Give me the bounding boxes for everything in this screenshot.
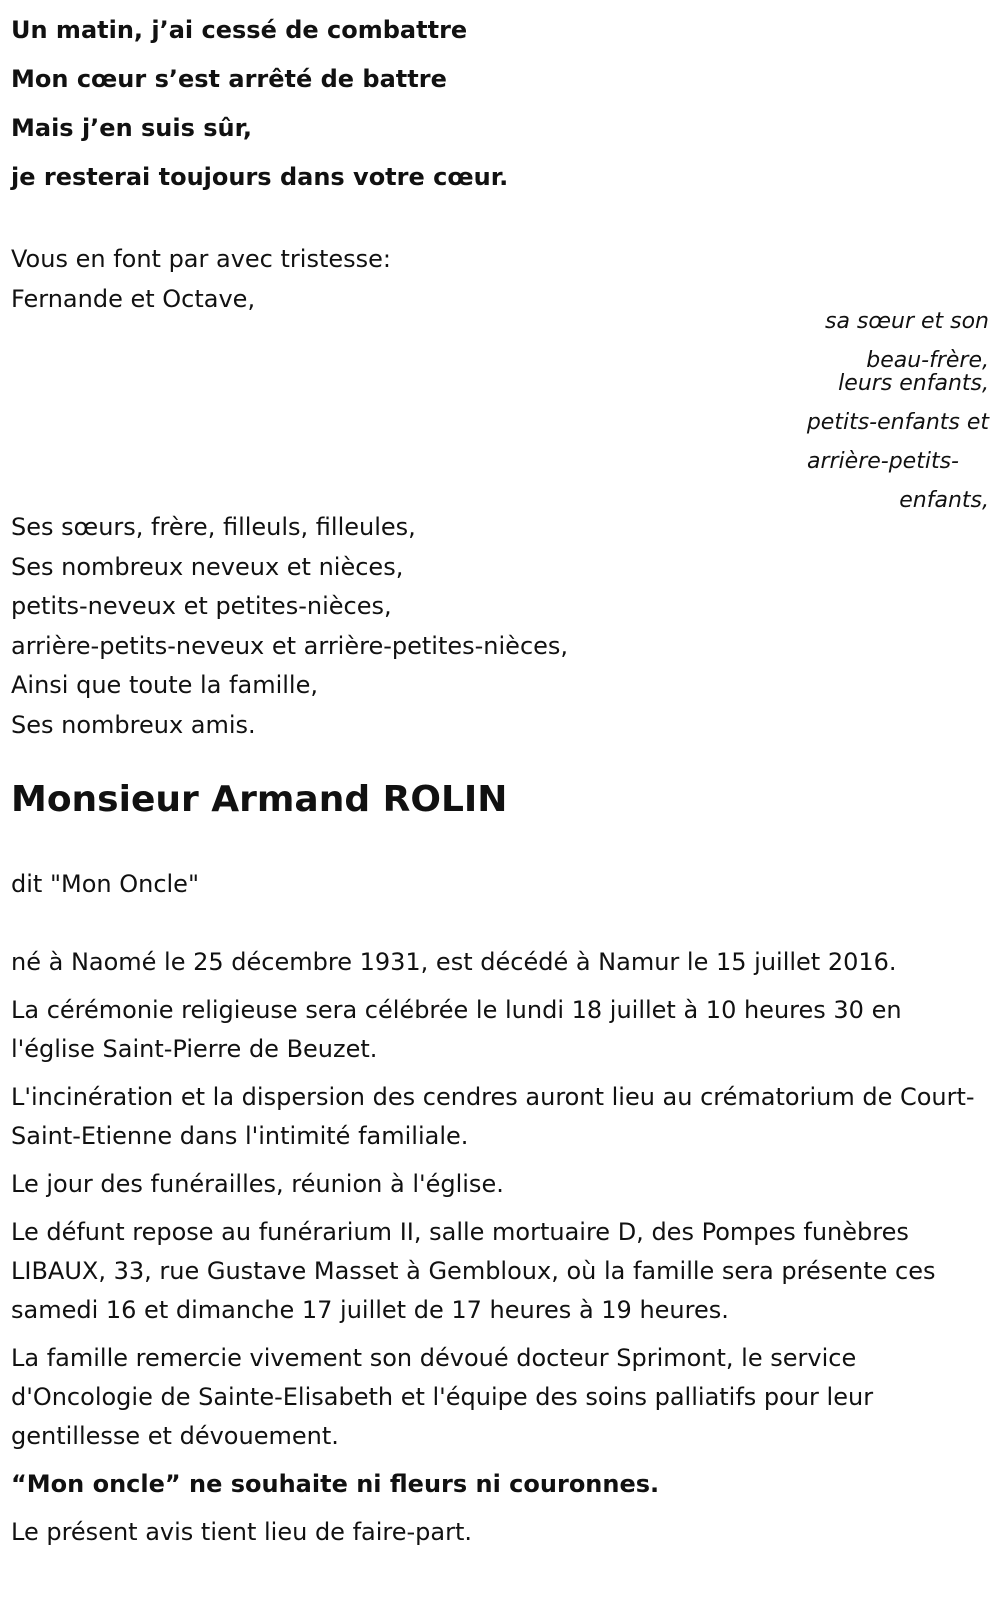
family-line: petits-neveux et petites-nièces, [11,592,392,620]
no-flowers-notice: “Mon oncle” ne souhaite ni fleurs ni couronnes. [11,1470,660,1498]
relation-line: beau-frère, [866,348,989,373]
relation-line: petits-enfants et [806,410,989,435]
poem [11,0,991,202]
family-line: Ainsi que toute la famille, [11,671,318,699]
relation-line: enfants, [899,488,989,513]
family-line: arrière-petits-neveux et arrière-petites-nièces, [11,631,569,660]
deceased-nickname: dit "Mon Oncle" [11,870,199,898]
intro-names: Fernande et Octave, [11,284,256,313]
cremation-paragraph: L'incinération et la dispersion des cendres auront lieu au crématorium de Court-Saint-Etienne dans l'intimité familiale. [11,1083,975,1150]
poem-line: Un matin, j’ai cessé de combattre [11,16,468,44]
thanks-paragraph: La famille remercie vivement son dévoué docteur Sprimont, le service d'Oncologie de Sainte-Elisabeth et l'équipe des soins palliatifs pour leur gentillesse et dévouement. [11,1344,874,1450]
poem-line: Mon cœur s’est arrêté de battre [11,65,447,93]
family-list [11,508,568,745]
relations-list [759,302,989,520]
obituary-page [11,0,991,1546]
family-line: Ses sœurs, frère, filleuls, filleules, [11,513,416,541]
relation-line: sa sœur et son [824,309,989,334]
family-line: Ses nombreux amis. [11,710,256,739]
closing-notice: Le présent avis tient lieu de faire-part. [11,1518,473,1546]
poem-line: je resterai toujours dans votre cœur. [11,163,509,191]
ceremony-paragraph: La cérémonie religieuse sera célébrée le lundi 18 juillet à 10 heures 30 en l'église Saint-Pierre de Beuzet. [11,996,902,1063]
poem-line: Mais j’en suis sûr, [11,114,253,142]
deceased-name: Monsieur Armand ROLIN [11,779,508,820]
birth-death-paragraph: né à Naomé le 25 décembre 1931, est décédé à Namur le 15 juillet 2016. [11,948,897,976]
funeral-home-paragraph: Le défunt repose au funérarium II, salle mortuaire D, des Pompes funèbres LIBAUX, 33, rue Gustave Masset à Gembloux, où la famille sera présente ces samedi 16 et dimanche 17 juillet de 17 heures à 19 heures. [11,1218,936,1324]
relation-line: leurs enfants, [838,371,989,396]
intro-line: Vous en font par avec tristesse: [11,245,391,273]
relation-line: arrière-petits- [806,449,959,474]
family-line: Ses nombreux neveux et nièces, [11,552,404,581]
meeting-paragraph: Le jour des funérailles, réunion à l'église. [11,1170,504,1198]
announcement-body [11,943,986,1561]
